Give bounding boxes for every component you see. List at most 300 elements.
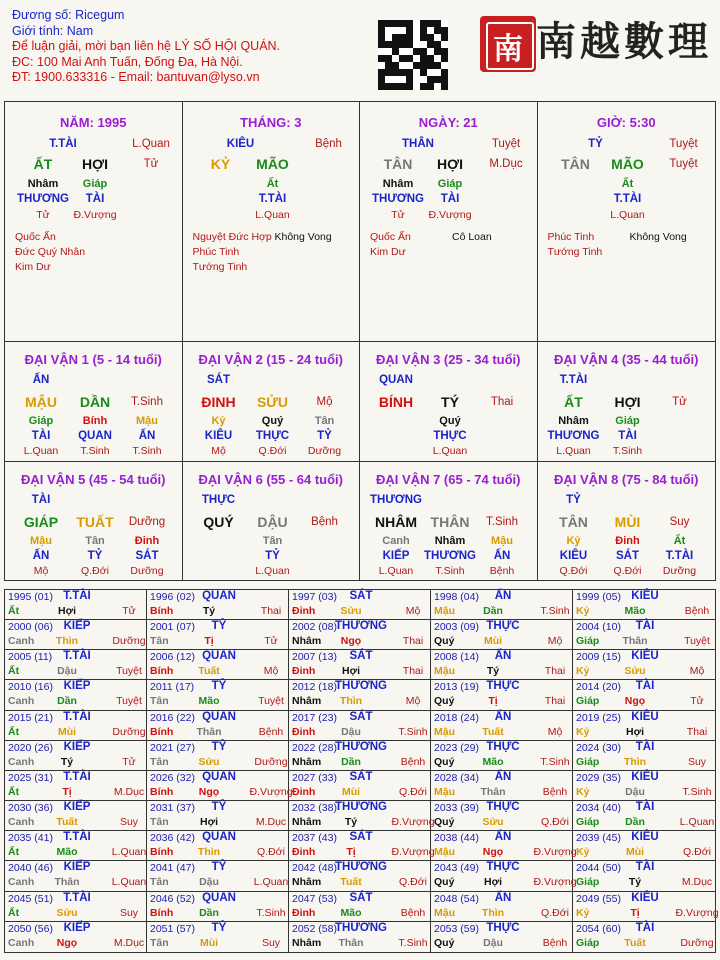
year-qi-phase: Mộ [405, 605, 421, 617]
year-branch: Mùi [483, 635, 503, 648]
dai-van-1 [5, 342, 183, 462]
pillar-god-left: THÂN [402, 138, 434, 150]
year-stem: Nhâm [292, 695, 322, 708]
year-branch: Tị [346, 846, 356, 859]
contact-phone-email: ĐT: 1900.633316 - Email: bantuvan@lyso.vn [12, 70, 260, 84]
year-stem: Tân [150, 695, 169, 708]
year-stem: Quý [434, 876, 455, 889]
year-cell [147, 650, 289, 680]
year-qi-phase: T.Sinh [398, 936, 428, 949]
year-label: 2034 (40) [576, 802, 621, 815]
year-qi-phase: Tử [264, 635, 278, 648]
year-branch: Mùi [57, 725, 77, 738]
year-ten-god: TỶ [211, 740, 227, 753]
year-qi-phase: Suy [119, 906, 139, 919]
hidden-stem: Ất [266, 178, 279, 190]
year-branch: Tị [204, 635, 214, 648]
year-cell [147, 711, 289, 741]
hidden-god: THƯƠNG [424, 550, 476, 562]
hidden-god: KIÊU [559, 550, 588, 562]
year-branch: Tị [62, 785, 72, 798]
pillar-stem: TÂN [383, 156, 413, 172]
hidden-god: TÀI [31, 430, 51, 442]
year-branch: Dậu [341, 725, 361, 738]
year-qi-phase: Q.Đới [257, 846, 285, 859]
year-qi-phase: T.Sinh [256, 906, 286, 919]
year-branch: Dậu [57, 665, 77, 678]
year-label: 2017 (23) [292, 711, 337, 724]
year-ten-god: T.TÀI [63, 710, 91, 723]
year-qi-phase: Dưỡng [254, 755, 288, 768]
star-item: Nguyệt Đức Hợp [192, 231, 272, 243]
dai-van-branch: DẬU [257, 514, 288, 530]
year-cell [5, 650, 147, 680]
year-qi-phase: Đ.Vượng [675, 906, 719, 919]
year-stem: Kỷ [576, 906, 590, 919]
year-label: 2052 (58) [292, 922, 337, 935]
year-ten-god: ẤN [494, 590, 512, 602]
year-cell [147, 680, 289, 710]
year-ten-god: ẤN [494, 650, 512, 663]
year-ten-god: THƯƠNG [335, 861, 387, 874]
year-cell [431, 831, 577, 861]
dai-van-stem: ĐINH [201, 394, 236, 410]
year-qi-phase: Tử [690, 695, 704, 708]
year-ten-god: THƯƠNG [335, 620, 387, 633]
hidden-god: KIÊU [204, 430, 233, 442]
hidden-god: KIẾP [382, 550, 410, 562]
pillar-god-right: Tuyệt [669, 138, 698, 150]
year-label: 2028 (34) [434, 771, 479, 784]
year-branch: Tuất [624, 936, 646, 949]
year-cell [573, 680, 715, 710]
hidden-qi: Đ.Vượng [73, 209, 117, 221]
year-cell [431, 741, 573, 771]
year-stem: Kỷ [576, 605, 590, 617]
year-branch: Tý [344, 816, 358, 829]
dai-van-stem: GIÁP [23, 514, 59, 530]
year-ten-god: KIÊU [631, 710, 659, 723]
year-stem: Mậu [434, 665, 455, 678]
year-cell [147, 590, 289, 620]
hidden-stem: Nhâm [558, 415, 589, 427]
year-stem: Tân [150, 755, 169, 768]
year-branch: Tý [486, 665, 500, 678]
year-branch: Dần [625, 816, 645, 829]
year-ten-god: KIẾP [63, 740, 91, 753]
year-cell [573, 891, 719, 922]
year-qi-phase: Tuyệt [116, 665, 142, 678]
dai-van-state: Suy [669, 516, 690, 528]
pillar-title: NGÀY: 21 [418, 115, 478, 130]
year-cell [147, 620, 289, 650]
year-cell [289, 892, 431, 922]
year-stem: Nhâm [292, 936, 322, 949]
year-qi-phase: Mộ [405, 695, 421, 708]
year-ten-god: QUAN [202, 891, 236, 904]
hidden-stem: Nhâm [382, 178, 414, 190]
hidden-stem: Kỷ [566, 535, 581, 547]
stars-left [548, 230, 603, 260]
year-label: 2019 (25) [576, 711, 621, 724]
year-ten-god: QUAN [202, 710, 236, 723]
year-cell [431, 771, 573, 801]
year-stem: Ất [8, 605, 20, 617]
hidden-qi: Q.Đới [613, 565, 642, 577]
year-qi-phase: T.Sinh [540, 755, 570, 768]
year-branch: Dần [483, 605, 503, 617]
year-cell [5, 861, 147, 891]
dai-van-branch: DẦN [79, 394, 111, 410]
year-label: 1999 (05) [576, 591, 621, 603]
year-stem: Giáp [576, 876, 600, 889]
hidden-qi: L.Quan [610, 209, 645, 221]
year-ten-god: SÁT [349, 770, 373, 783]
year-qi-phase: L.Quan [679, 816, 715, 829]
year-branch: Ngọ [56, 936, 78, 949]
year-stem: Đinh [292, 605, 316, 617]
year-stem: Đinh [292, 725, 316, 738]
dai-van-state: T.Sinh [131, 396, 163, 408]
year-label: 2036 (42) [150, 832, 195, 845]
star-item: Kim Dư [370, 246, 406, 258]
hidden-god: TÀI [85, 193, 105, 205]
year-branch: Mão [56, 846, 78, 859]
year-label: 2037 (43) [292, 832, 337, 845]
year-qi-phase: Tuyệt [116, 695, 142, 708]
year-qi-phase: Đ.Vượng [391, 816, 435, 829]
year-qi-phase: Dưỡng [680, 936, 714, 949]
dai-van-god: SÁT [207, 374, 230, 386]
year-branch: Mùi [341, 785, 361, 798]
year-label: 2016 (22) [150, 711, 195, 724]
hidden-qi: Mộ [211, 445, 226, 457]
year-label: 2012 (18) [292, 681, 337, 694]
qr-code[interactable] [378, 20, 448, 90]
hidden-god: ẤN [138, 430, 156, 442]
year-stem: Giáp [576, 936, 600, 949]
hidden-qi: Đ.Vượng [428, 209, 472, 221]
year-ten-god: T.TÀI [63, 770, 91, 783]
dai-van-2 [183, 342, 361, 462]
year-qi-phase: Dưỡng [112, 635, 146, 648]
year-stem: Bính [150, 725, 174, 738]
hidden-stem: Quý [439, 415, 461, 427]
year-cell [289, 831, 435, 861]
star-item: Tướng Tinh [192, 261, 248, 273]
dai-van-branch: TUẤT [76, 514, 114, 530]
hidden-qi: L.Quan [255, 565, 290, 577]
dai-van-stem: ẤT [564, 394, 583, 410]
hidden-god: T.TÀI [665, 550, 694, 562]
dai-van-title: ĐẠI VẬN 2 (15 - 24 tuổi) [198, 352, 343, 367]
year-branch: Hợi [484, 876, 502, 889]
year-stem: Giáp [576, 755, 600, 768]
hidden-qi: Tử [36, 209, 50, 221]
year-cell [573, 711, 715, 741]
year-cell [573, 620, 715, 650]
hidden-stem: Tân [262, 535, 283, 547]
dai-van-4 [538, 342, 716, 462]
hidden-stem: Mậu [491, 535, 513, 547]
year-cell [289, 620, 431, 650]
year-ten-god: ẤN [494, 831, 512, 844]
year-branch: Ngọ [624, 695, 646, 708]
dai-van-god: THỰC [201, 494, 236, 506]
stars-right [452, 230, 492, 245]
year-ten-god: ẤN [494, 710, 512, 723]
year-branch: Tý [628, 876, 642, 889]
year-stem: Canh [8, 635, 35, 648]
year-label: 2047 (53) [292, 892, 337, 905]
year-label: 2004 (10) [576, 621, 621, 634]
year-cell [431, 711, 573, 741]
year-branch: Dậu [199, 876, 219, 889]
year-qi-phase: Thai [402, 635, 424, 648]
year-qi-phase: Mộ [547, 725, 563, 738]
year-ten-god: TÀI [635, 801, 655, 814]
year-branch: Dần [57, 695, 77, 708]
hidden-god: SÁT [135, 550, 159, 562]
year-ten-god: TỶ [211, 680, 227, 693]
year-branch: Dậu [625, 785, 645, 798]
hidden-god: TỶ [265, 550, 280, 562]
year-label: 2009 (15) [576, 651, 621, 664]
hidden-qi: Bệnh [489, 565, 515, 577]
year-label: 2013 (19) [434, 681, 479, 694]
year-label: 2002 (08) [292, 621, 337, 634]
hidden-god: THỰC [255, 430, 290, 442]
dai-van-5 [5, 462, 183, 580]
year-stem: Tân [150, 936, 169, 949]
year-cell [573, 741, 715, 771]
year-ten-god: TÀI [635, 861, 655, 874]
year-label: 2000 (06) [8, 621, 53, 634]
year-stem: Ất [8, 785, 20, 798]
year-branch: Thân [480, 785, 506, 798]
year-qi-phase: Suy [119, 816, 139, 829]
hidden-qi: T.Sinh [132, 445, 162, 457]
year-branch: Ngọ [198, 785, 220, 798]
hidden-qi: Dưỡng [662, 565, 697, 577]
dai-van-title: ĐẠI VẬN 5 (45 - 54 tuổi) [21, 472, 166, 487]
hidden-qi: L.Quan [378, 565, 414, 577]
brand-title: 南越數理 [536, 18, 712, 65]
pillar-title: NĂM: 1995 [60, 115, 127, 130]
hidden-god: TÀI [618, 430, 637, 442]
year-ten-god: THỰC [486, 620, 520, 633]
hidden-qi: Dưỡng [130, 565, 164, 577]
year-stem: Quý [434, 755, 455, 768]
year-ten-god: THƯƠNG [335, 680, 387, 693]
year-cell [289, 590, 431, 620]
stars-left [370, 230, 411, 260]
year-label: 2005 (11) [8, 651, 53, 664]
hidden-qi: T.Sinh [80, 445, 110, 457]
year-cell [431, 650, 573, 680]
dai-van-6 [183, 462, 361, 580]
pillar-branch: HỢI [82, 156, 108, 172]
star-item: Cô Loan [452, 231, 492, 243]
year-label: 2026 (32) [150, 771, 195, 784]
dai-van-god: T.TÀI [559, 374, 588, 386]
year-qi-phase: Mộ [547, 635, 563, 648]
year-stem: Tân [150, 876, 169, 889]
year-cell [431, 680, 573, 710]
dai-van-8 [538, 462, 716, 580]
year-qi-phase: Bệnh [542, 785, 568, 798]
year-ten-god: QUAN [202, 831, 236, 844]
year-qi-phase: T.Sinh [540, 605, 570, 617]
year-qi-phase: Q.Đới [683, 846, 711, 859]
year-label: 2046 (52) [150, 892, 195, 905]
year-stem: Ất [8, 725, 20, 738]
year-qi-phase: L.Quan [111, 846, 147, 859]
pillar-god-right: Bệnh [315, 138, 342, 150]
year-label: 2008 (14) [434, 651, 479, 664]
year-qi-phase: Mộ [689, 665, 705, 678]
year-stem: Đinh [292, 906, 316, 919]
dai-van-3 [360, 342, 538, 462]
year-ten-god: SÁT [349, 710, 373, 723]
year-qi-phase: Tuyệt [258, 695, 284, 708]
year-label: 2023 (29) [434, 741, 479, 754]
year-label: 2043 (49) [434, 862, 479, 875]
year-qi-phase: Q.Đới [399, 876, 427, 889]
dai-van-stem: BÍNH [378, 394, 414, 410]
year-qi-phase: T.Sinh [682, 785, 712, 798]
year-cell [573, 650, 715, 680]
year-cell [289, 861, 431, 891]
hidden-qi: Tử [391, 209, 405, 221]
year-qi-phase: Bệnh [258, 725, 284, 738]
year-label: 2048 (54) [434, 892, 479, 905]
hidden-god: ẤN [32, 550, 50, 562]
year-qi-phase: Tử [122, 755, 136, 768]
year-qi-phase: Mộ [263, 665, 279, 678]
year-ten-god: KIÊU [631, 590, 659, 602]
year-label: 2045 (51) [8, 892, 53, 905]
year-stem: Tân [150, 635, 169, 648]
year-qi-phase: Suy [687, 755, 707, 768]
year-cell [431, 620, 573, 650]
year-branch: Dần [341, 755, 361, 768]
hidden-qi: L.Quan [23, 445, 59, 457]
pillar-4 [538, 102, 716, 342]
star-item: Quốc Ấn [15, 231, 56, 243]
dai-van-7 [360, 462, 538, 580]
year-branch: Tuất [198, 665, 220, 678]
stars-left [15, 230, 85, 275]
year-ten-god: THỰC [486, 861, 520, 874]
year-qi-phase: Đ.Vượng [533, 846, 577, 859]
year-branch: Sửu [624, 665, 646, 678]
dai-van-title: ĐẠI VẬN 6 (55 - 64 tuổi) [198, 472, 343, 487]
year-stem: Nhâm [292, 876, 322, 889]
hidden-stem: Đinh [615, 535, 640, 547]
hidden-god: QUAN [78, 430, 112, 442]
year-cell [5, 831, 147, 861]
year-qi-phase: Dưỡng [112, 725, 146, 738]
year-stem: Bính [150, 846, 174, 859]
year-cell [5, 801, 147, 831]
hidden-god: THƯƠNG [372, 193, 424, 205]
year-cell [147, 770, 293, 801]
year-cell [289, 711, 431, 741]
year-branch: Tị [488, 695, 498, 708]
year-label: 2053 (59) [434, 922, 479, 935]
year-branch: Thân [338, 936, 364, 949]
star-item: Không Vong [274, 231, 332, 243]
year-label: 2011 (17) [150, 681, 195, 694]
year-stem: Canh [8, 876, 35, 889]
hidden-qi: T.Sinh [612, 445, 643, 457]
year-label: 2049 (55) [576, 892, 621, 905]
pillar-branch: HỢI [437, 156, 463, 172]
hidden-qi: Q.Đới [559, 565, 588, 577]
year-ten-god: THƯƠNG [335, 801, 387, 814]
annual-luck-table [4, 589, 719, 953]
year-label: 2031 (37) [150, 802, 195, 815]
year-branch: Mùi [625, 846, 645, 859]
hidden-god: TÀI [440, 193, 460, 205]
year-branch: Mão [482, 755, 504, 768]
year-qi-phase: M.Dục [113, 936, 145, 949]
pillar-1 [5, 102, 183, 342]
year-label: 2039 (45) [576, 832, 621, 845]
year-cell [573, 590, 715, 620]
year-ten-god: T.TÀI [63, 650, 91, 663]
year-label: 2050 (56) [8, 922, 53, 935]
year-ten-god: KIẾP [63, 620, 91, 633]
year-qi-phase: L.Quan [111, 876, 147, 889]
year-label: 2041 (47) [150, 862, 195, 875]
year-stem: Kỷ [576, 665, 590, 678]
dai-van-state: Tử [672, 396, 687, 408]
year-qi-phase: Tử [122, 605, 136, 617]
year-stem: Nhâm [292, 816, 322, 829]
year-cell [5, 741, 147, 771]
year-label: 2006 (12) [150, 651, 195, 664]
hidden-stem: Tân [85, 535, 105, 547]
year-label: 2015 (21) [8, 711, 53, 724]
year-ten-god: THỰC [486, 740, 520, 753]
year-label: 1995 (01) [8, 591, 53, 603]
year-qi-phase: T.Sinh [398, 725, 428, 738]
year-stem: Đinh [292, 846, 316, 859]
year-branch: Tý [60, 755, 74, 768]
year-ten-god: TÀI [635, 740, 655, 753]
hidden-qi: L.Quan [556, 445, 591, 457]
year-label: 2032 (38) [292, 802, 337, 815]
year-cell [289, 922, 431, 952]
year-cell [289, 771, 431, 801]
year-cell [573, 922, 715, 952]
year-ten-god: KIÊU [631, 891, 659, 904]
year-ten-god: SÁT [349, 891, 373, 904]
hidden-stem: Quý [261, 415, 284, 427]
hidden-stem: Mậu [136, 415, 158, 427]
hidden-stem: Bính [82, 415, 108, 427]
year-label: 2001 (07) [150, 621, 195, 634]
year-ten-god: TỶ [211, 620, 227, 633]
dai-van-god: QUAN [379, 374, 413, 386]
year-qi-phase: Thai [686, 725, 708, 738]
year-label: 1997 (03) [292, 591, 337, 603]
year-stem: Mậu [434, 605, 455, 617]
year-ten-god: TÀI [635, 921, 655, 934]
year-branch: Tuất [340, 876, 362, 889]
